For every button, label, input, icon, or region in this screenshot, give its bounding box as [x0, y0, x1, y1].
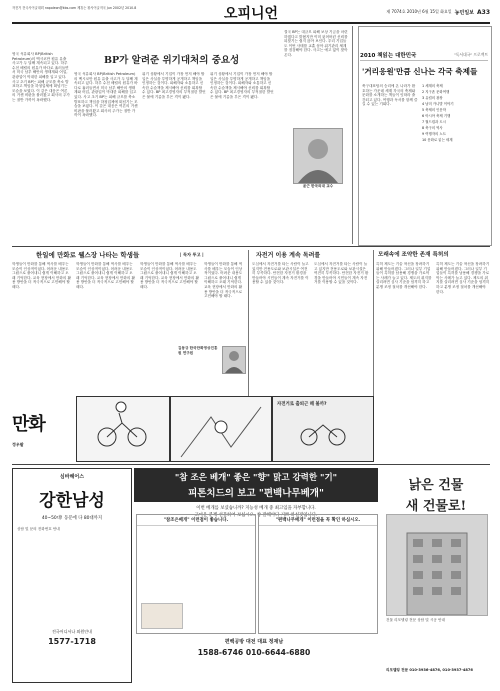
main-left-text: 영국 석유회사 BP(British Petroleum)의 멕시코만 원유 유출 사고가 두 달째 계속되고 있다. 하루 수천 배럴의 원유가 바다로 흘러들면서 미국 남부 해안의 생태계와 어업, 관광업이 막대한 피해를 입고 있다. 사고 초기 BP는 피해 규모를 축소 발표하고 책임을 하청업체에 떠넘기는 모습을 보였다. 이 같은 대응은 여론의 거센 비판을 불러왔고 회사의 주가는 절반 가까이 폭락했다.: [12, 52, 70, 102]
ad-center-line2: 피톤치드의 보고 "편백나무베개": [188, 488, 324, 499]
column2-text-a: 학생들이 만화를 통해 역사를 배우는 모습이 인상적이었다. 어려운 내용도 그림으로 풀어내니 쉽게 이해하고 오래 기억한다. 교육 현장에서 만화의 활용 방안을 더 적극적으로 고민해야 할 때다.: [12, 262, 71, 289]
book-list-item: [422, 126, 443, 130]
book-list-item-label: 10 문화로 읽는 세계: [422, 138, 453, 142]
pillow-image: [141, 603, 183, 629]
book-list: [422, 84, 488, 234]
ad-left[interactable]: [12, 468, 132, 683]
column4-text-b: 특허 제도는 기술 혁신을 장려하기 위해 만들어졌다. 그러나 일부 기업들이 특허를 남용해 경쟁을 가로막는 사례가 늘고 있다. 제도의 취지를 살리려면 심사 기준을 엄격히 하고 분쟁 조정 절차를 개선해야 한다.: [436, 262, 490, 294]
cartoon-speech: 자전거로 출퇴근 해 볼까?: [277, 402, 327, 407]
columnist-photo: [293, 128, 343, 184]
cartoon-artist: 정우팔: [12, 442, 24, 447]
book-list-item: [422, 90, 449, 94]
book-list-item-label: 5 축제의 인문학: [422, 108, 446, 112]
ad-center[interactable]: [134, 468, 378, 681]
cartoon-drawing-icon: [171, 397, 271, 461]
ad-center-banner: [134, 468, 378, 502]
ad-center-box2-title: "편백나무베개" 이런점을 꼭 확인 하십시오.: [259, 515, 377, 526]
book-list-item: [422, 114, 450, 118]
column2-author: 김동규 한국만화영상진흥원 연구원: [178, 346, 218, 355]
ad-left-phone-label: 전국어디서나 외원안내: [52, 629, 92, 634]
cartoon-panel-1: [76, 396, 170, 462]
author-photo: [222, 346, 246, 374]
ad-left-sub: 40~50대! 동문에 다 80대까지: [41, 516, 103, 521]
page-number: A33: [477, 8, 490, 16]
building-icon: [387, 515, 487, 615]
column4-text-a: 특허 제도는 기술 혁신을 장려하기 위해 만들어졌다. 그러나 일부 기업들이 특허를 남용해 경쟁을 가로막는 사례가 늘고 있다. 제도의 취지를 살리려면 심사 기준을 엄격히 하고 분쟁 조정 절차를 개선해야 한다.: [376, 262, 432, 289]
person-portrait-icon: [294, 129, 342, 183]
ad-center-phone: 1588-6746 010-6644-6880: [197, 648, 311, 657]
v-rule-1: [352, 26, 353, 244]
ad-center-box1-title: "참조은베개" 이런점이 좋습니다.: [137, 515, 255, 526]
h-rule-1: [12, 246, 490, 247]
book-list-item-label: 4 남미 카니발 이야기: [422, 102, 454, 106]
main-headline: [104, 52, 284, 68]
ad-left-body: 상담 및 문의 전화번호 안내: [17, 527, 60, 531]
book-box-headline: '거리응원'만큼 신나는 각국 축제들: [362, 67, 478, 76]
cartoon-drawing-icon: [77, 397, 169, 461]
book-list-item-label: 9 여행자의 노트: [422, 132, 446, 136]
h-rule-2: [12, 464, 490, 465]
book-list-item: [422, 120, 446, 124]
book-list-item-label: 6 아시아 축제 기행: [422, 114, 451, 118]
book-box-header: [360, 50, 488, 61]
book-box-intro: 축구대표팀의 승리에 온 나라가 환호하는 가운데 세계 각국의 축제와 문화를 소개하는 책들이 잇따라 출간되고 있다. 여행과 독서를 함께 즐길 수 있는 기회다.: [362, 84, 418, 107]
ad-center-line1: "참 조은 베개" 좋은 "향" 맑고 강력한 "기": [174, 473, 338, 483]
ad-center-order: 편백공방 대전 대표 정재남: [224, 639, 284, 645]
book-list-item-label: 7 월드컵과 도시: [422, 120, 446, 124]
masthead-small-text: 자전거 전국사이클대회 napoleon@kbs.com 제휴는 왕사이클저국 Jun 2002년 2010.8: [12, 6, 137, 10]
ad-center-box1: [136, 514, 256, 634]
ad-right-headline-2: 새 건물로!: [405, 499, 467, 514]
column2-headline: 한일에 만화로 웰스장 나타는 학생들: [36, 251, 140, 259]
column2-sub: | 독자 투고 |: [180, 252, 204, 257]
column2-text-c: 학생들이 만화를 통해 역사를 배우는 모습이 인상적이었다. 어려운 내용도 그림으로 풀어내니 쉽게 이해하고 오래 기억한다. 교육 현장에서 만화의 활용 방안을 더 적극적으로 고민해야 할 때다.: [140, 262, 199, 289]
ad-center-line3: 이번 베개를 보셨습니까? 지능성 베개 중 최고임을 자부합니다.: [196, 506, 316, 511]
book-list-item: [422, 132, 446, 136]
column4-headline: 모래속에 조약한 존재 특허의: [378, 252, 449, 258]
ad-left-brand: 심바헤어스: [59, 474, 85, 480]
ad-left-phone: 1577-1718: [48, 637, 96, 646]
ad-right-contact: 리모델링 전문 010-3936-4876, 010-3937-4876: [386, 668, 473, 672]
cartoon-panel-3: [272, 396, 374, 462]
date-text: 제 7074호 2010년 6월 15일 화요일: [386, 9, 452, 14]
ad-center-line4: 고마운 분께 선물하여 보십시오. 참 잘해야다 기쁘 하실것입니다.: [194, 513, 318, 518]
main-col-4: 위기 상황에서 기업이 가장 먼저 해야 할 일은 사실을 투명하게 공개하고 책임을 인정하는 것이다. 피해자와 소통하고 신속한 수습책을 제시해야 신뢰를 회복할 수 있다. BP 최고경영자의 부적절한 발언은 불에 기름을 부은 격이 됐다.: [210, 72, 274, 99]
person-portrait-icon: [223, 347, 245, 373]
book-list-item: [422, 84, 443, 88]
cartoon-logo: [12, 410, 72, 458]
section-title: [206, 3, 296, 22]
book-list-item: [422, 138, 452, 142]
columnist-name: 윤근 한국외대 교수: [302, 184, 334, 188]
main-col-5: 결국 BP는 대규모 피해 보상 기금을 마련하겠다고 밝혔지만 이미 잃어버린 신뢰를 되찾기는 쉽지 않아 보인다. 우리 기업들도 이번 사태를 교훈 삼아 위기관리 체계를 점검해야 한다. 사고는 예고 없이 찾아온다.: [284, 30, 348, 57]
date-line: [340, 8, 490, 16]
book-list-item-label: 1 세계의 축제: [422, 84, 443, 88]
ad-center-box2: [258, 514, 378, 634]
column3-text-a: 도심에서 자전거를 타는 사람이 늘고 있지만 전용도로와 보관시설은 여전히 부족하다. 안전한 자전거 환경을 만들어야 시민들이 계속 자전거를 이용할 수 있을 것이다.: [252, 262, 309, 285]
ad-right-body: 건물 리모델링 전문 상담 및 시공 안내: [386, 618, 445, 622]
book-list-item-label: 3 유럽의 광장: [422, 96, 443, 100]
cartoon-drawing-icon: [273, 411, 373, 451]
section-title-text: 오피니언: [223, 6, 279, 22]
cartoon-panel-2: [170, 396, 272, 462]
cartoon-logo-text: 만화: [12, 414, 45, 435]
book-box-title: 2010 책읽는 대한민국: [360, 53, 417, 59]
book-list-item: [422, 108, 446, 112]
column3-text-b: 도심에서 자전거를 타는 사람이 늘고 있지만 전용도로와 보관시설은 여전히 부족하다. 안전한 자전거 환경을 만들어야 시민들이 계속 자전거를 이용할 수 있을 것이다.: [314, 262, 369, 285]
paper-name: 농민일보: [454, 9, 474, 16]
ad-left-headline: 강한남성: [39, 491, 105, 511]
main-col-2: 영국 석유회사 BP(British Petroleum)의 멕시코만 원유 유출 사고가 두 달째 계속되고 있다. 하루 수천 배럴의 원유가 바다로 흘러들면서 미국 남부 해안의 생태계와 어업, 관광업이 막대한 피해를 입고 있다. 사고 초기 BP는 피해 규모를 축소 발표하고 책임을 하청업체에 떠넘기는 모습을 보였다. 이 같은 대응은 여론의 거센 비판을 불러왔고 회사의 주가는 절반 가까이 폭락했다.: [74, 72, 138, 118]
book-list-item-label: 2 지구촌 문화여행: [422, 90, 450, 94]
book-list-item: [422, 96, 443, 100]
ad-right-headline-1: 낡은 건물: [408, 478, 464, 493]
building-photo: [386, 514, 488, 616]
column2-text-b: 학생들이 만화를 통해 역사를 배우는 모습이 인상적이었다. 어려운 내용도 그림으로 풀어내니 쉽게 이해하고 오래 기억한다. 교육 현장에서 만화의 활용 방안을 더 적극적으로 고민해야 할 때다.: [76, 262, 135, 289]
masthead-rule: [12, 22, 490, 24]
book-list-item: [422, 102, 454, 106]
ad-right[interactable]: [382, 468, 490, 681]
column2-text-d: 학생들이 만화를 통해 역사를 배우는 모습이 인상적이었다. 어려운 내용도 그림으로 풀어내니 쉽게 이해하고 오래 기억한다. 교육 현장에서 만화의 활용 방안을 더 적극적으로 고민해야 할 때다.: [204, 262, 243, 299]
main-headline-text: BP가 알려준 위기대처의 중요성: [104, 55, 240, 66]
main-col-3: 위기 상황에서 기업이 가장 먼저 해야 할 일은 사실을 투명하게 공개하고 책임을 인정하는 것이다. 피해자와 소통하고 신속한 수습책을 제시해야 신뢰를 회복할 수 있다. BP 최고경영자의 부적절한 발언은 불에 기름을 부은 격이 됐다.: [142, 72, 206, 99]
book-box-tag: "독서대국" 프로젝트: [453, 52, 488, 57]
column3-headline: 자전거 이용 계속 독려를: [256, 252, 321, 259]
book-list-item-label: 8 축구의 역사: [422, 126, 443, 130]
